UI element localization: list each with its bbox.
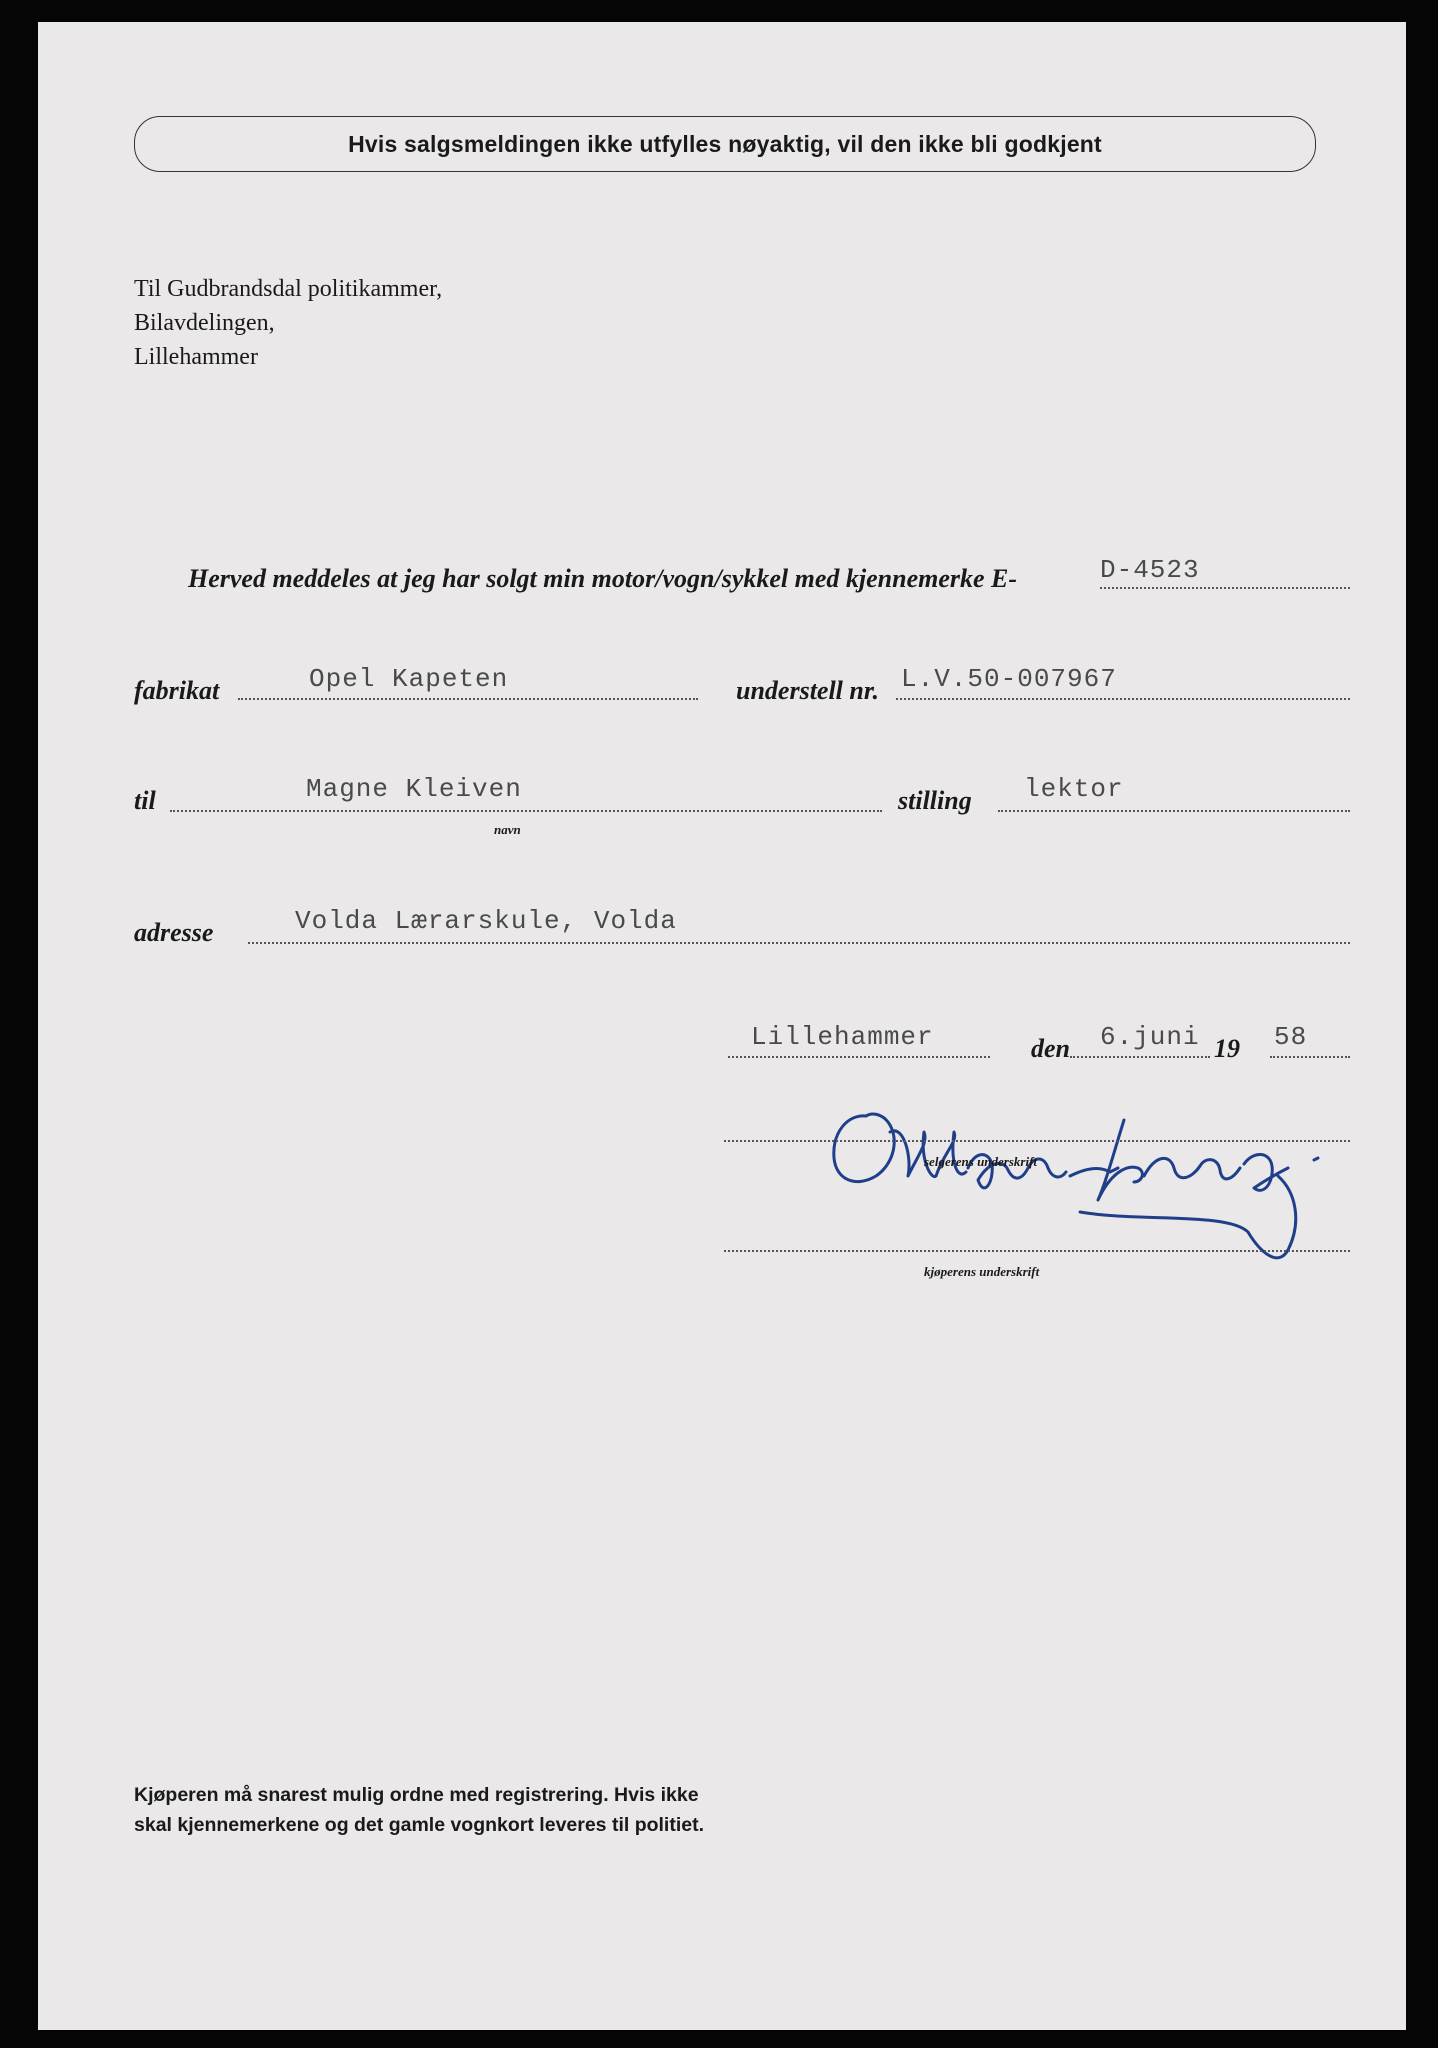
- stilling-value[interactable]: lektor: [1024, 774, 1124, 804]
- understell-label: understell nr.: [736, 676, 880, 705]
- place-value[interactable]: Lillehammer: [751, 1022, 934, 1052]
- date-line: [1070, 1056, 1210, 1058]
- navn-label: navn: [494, 822, 521, 837]
- den-label: den: [1031, 1034, 1070, 1063]
- addressee-line-1: Til Gudbrandsdal politikammer,: [134, 276, 443, 302]
- date-value[interactable]: 6.juni: [1100, 1022, 1200, 1052]
- statement-label: Herved meddeles at jeg har solgt min motor/vogn/sykkel med kjennemerke E-: [188, 564, 1018, 593]
- form-page: [38, 22, 1406, 2030]
- til-label: til: [134, 786, 156, 815]
- fabrikat-value[interactable]: Opel Kapeten: [309, 664, 509, 694]
- warning-banner: [134, 116, 1316, 172]
- year-suffix[interactable]: 58: [1274, 1022, 1308, 1052]
- til-line: [170, 810, 882, 812]
- year-prefix: 19: [1214, 1034, 1240, 1063]
- adresse-line: [248, 942, 1350, 944]
- seller-signature: [808, 1072, 1348, 1272]
- warning-text: Hvis salgsmeldingen ikke utfylles nøyaktig, vil den ikke bli godkjent: [348, 130, 1102, 157]
- seller-signature-label: selgerens underskrift: [924, 1154, 1038, 1169]
- addressee-line-2: Bilavdelingen,: [134, 310, 275, 336]
- fabrikat-label: fabrikat: [134, 676, 220, 705]
- buyer-signature-line: [724, 1250, 1350, 1252]
- addressee-line-3: Lillehammer: [134, 344, 258, 370]
- stilling-line: [998, 810, 1350, 812]
- registration-line: [1100, 587, 1350, 589]
- fabrikat-line: [238, 698, 698, 700]
- til-value[interactable]: Magne Kleiven: [306, 774, 522, 804]
- adresse-value[interactable]: Volda Lærarskule, Volda: [295, 906, 677, 936]
- buyer-signature-label: kjøperens underskrift: [924, 1264, 1040, 1279]
- place-line: [728, 1056, 990, 1058]
- footer-line-1: Kjøperen må snarest mulig ordne med registrering. Hvis ikke: [134, 1784, 699, 1806]
- registration-value[interactable]: D-4523: [1100, 555, 1200, 585]
- footer-note: [134, 1780, 704, 1840]
- stilling-label: stilling: [898, 786, 972, 815]
- understell-line: [896, 698, 1350, 700]
- year-line: [1270, 1056, 1350, 1058]
- understell-value[interactable]: L.V.50-007967: [901, 664, 1117, 694]
- footer-line-2: skal kjennemerkene og det gamle vognkort leveres til politiet.: [134, 1814, 705, 1836]
- seller-signature-line: [724, 1140, 1350, 1142]
- adresse-label: adresse: [134, 918, 214, 947]
